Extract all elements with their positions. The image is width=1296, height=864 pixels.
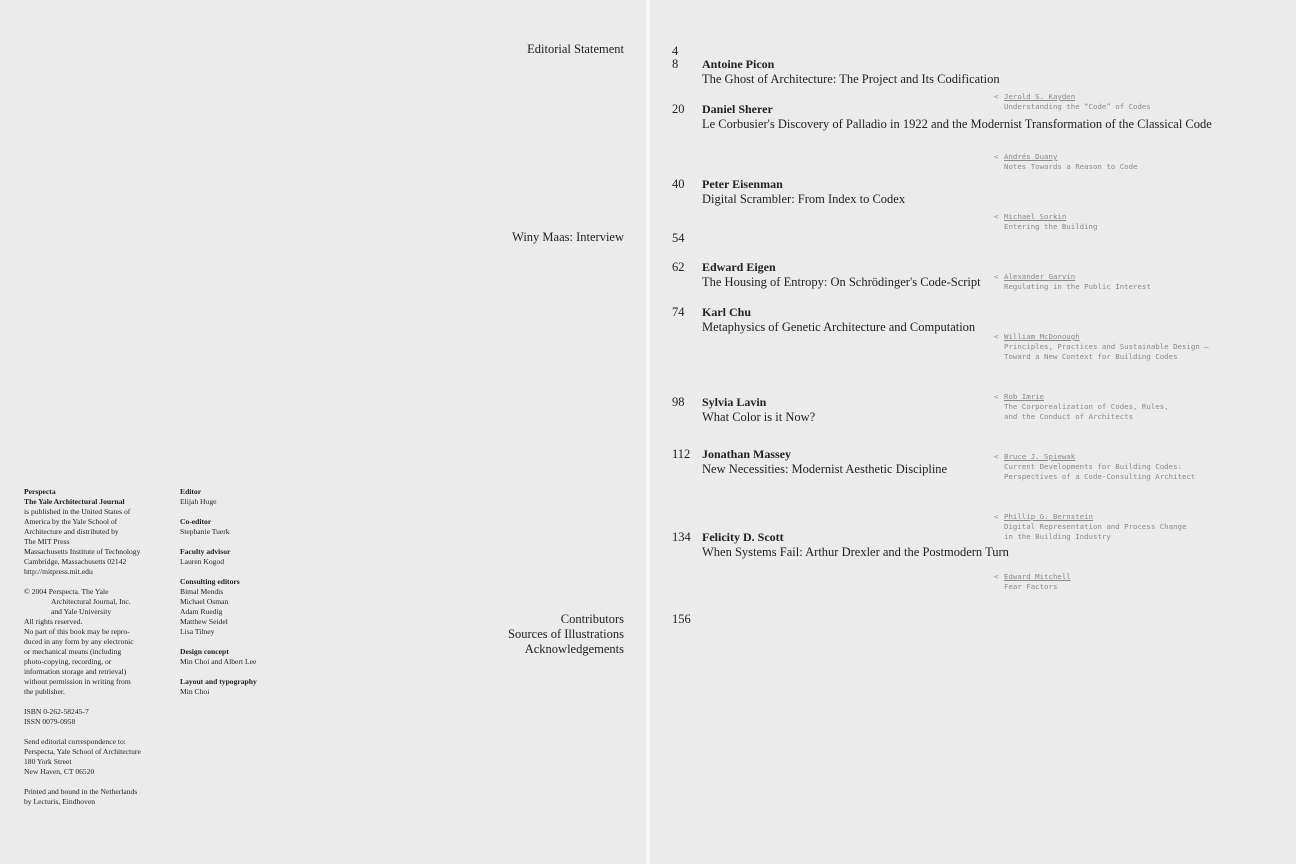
colophon-line: is published in the United States of (24, 507, 131, 516)
page-number: 54 (672, 231, 685, 245)
colophon-line: the publisher. (24, 687, 65, 696)
page-number: 4 (672, 44, 679, 58)
toc-entry (702, 57, 1000, 87)
colophon-line: Cambridge, Massachusetts 02142 (24, 557, 127, 566)
arrow-left-icon: < (994, 512, 999, 521)
toc-entry (702, 260, 981, 290)
sidenote (994, 392, 1169, 422)
sidenote-title: Understanding the “Code” of Codes (1004, 102, 1151, 111)
colophon-name: Elijah Huge (180, 497, 217, 506)
sidenote-title: Regulating in the Public Interest (1004, 282, 1151, 291)
right-page (650, 0, 1296, 864)
colophon-line: without permission in writing from (24, 677, 131, 686)
left-page (0, 0, 646, 864)
entry-title: Digital Scrambler: From Index to Codex (702, 192, 906, 206)
sidenote (994, 452, 1195, 482)
sidenote-name: Edward Mitchell (1004, 572, 1071, 581)
colophon-name: Lauren Kogod (180, 557, 225, 566)
colophon-line: Massachusetts Institute of Technology (24, 547, 141, 556)
sidenote-title: Toward a New Context for Building Codes (1004, 352, 1178, 361)
colophon-name: Matthew Seidel (180, 617, 228, 626)
entry-title: What Color is it Now? (702, 410, 816, 424)
toc-entry (702, 395, 815, 425)
colophon-line: All rights reserved. (24, 617, 83, 626)
sidenote (994, 512, 1186, 542)
colophon-name: Michael Osman (180, 597, 229, 606)
colophon-line: Printed and bound in the Netherlands (24, 787, 138, 796)
colophon-role: Co-editor (180, 517, 212, 526)
colophon-line: America by the Yale School of (24, 517, 118, 526)
entry-author: Felicity D. Scott (702, 530, 784, 544)
page-number: 74 (672, 305, 685, 319)
colophon-line: The MIT Press (24, 537, 70, 546)
sidenote-name: Bruce J. Spiewak (1004, 452, 1076, 461)
arrow-left-icon: < (994, 572, 999, 581)
sidenote-name: Michael Sorkin (1004, 212, 1067, 221)
colophon-line: New Haven, CT 06520 (24, 767, 95, 776)
sidenote (994, 92, 1151, 112)
colophon-name: Stephanie Tuerk (180, 527, 230, 536)
colophon-line: and Yale University (51, 607, 112, 616)
sidenote (994, 212, 1097, 232)
sidenote-title: Current Developments for Building Codes: (1004, 462, 1182, 471)
colophon-isbn: ISBN 0-262-58245-7 (24, 707, 89, 716)
sidenote-title: in the Building Industry (1004, 532, 1111, 541)
page-number: 98 (672, 395, 685, 409)
colophon-name: Min Choi (180, 687, 210, 696)
sidenote-title: Notes Towards a Reason to Code (1004, 162, 1138, 171)
entry-author: Sylvia Lavin (702, 395, 767, 409)
colophon-line: photo-copying, recording, or (24, 657, 112, 666)
page-number: 134 (672, 530, 691, 544)
colophon-role: Editor (180, 487, 202, 496)
colophon-name: Min Choi and Albert Lee (180, 657, 257, 666)
entry-author: Jonathan Massey (702, 447, 792, 461)
toc-entry (702, 177, 905, 207)
colophon-line: or mechanical means (including (24, 647, 122, 656)
entry-author: Edward Eigen (702, 260, 776, 274)
entry-title: New Necessities: Modernist Aesthetic Discipline (702, 462, 948, 476)
colophon-role: Consulting editors (180, 577, 240, 586)
entry-author: Antoine Picon (702, 57, 775, 71)
sidenote-name: Andrés Duany (1004, 152, 1058, 161)
colophon-line: Send editorial correspondence to: (24, 737, 126, 746)
sidenote (994, 152, 1138, 172)
entry-title: Le Corbusier's Discovery of Palladio in 1922 and the Modernist Transformation of the Classical Code (702, 117, 1212, 131)
arrow-left-icon: < (994, 152, 999, 161)
colophon-role: Design concept (180, 647, 229, 656)
arrow-left-icon: < (994, 92, 999, 101)
colophon-name: Bimal Mendis (180, 587, 224, 596)
page-number: 62 (672, 260, 685, 274)
colophon-editors (180, 487, 310, 707)
sidenote-title: Principles, Practices and Sustainable Design — (1004, 342, 1209, 351)
colophon-copyright: © 2004 Perspecta. The Yale (24, 587, 109, 596)
toc-left-contributors: Contributors (560, 612, 624, 626)
entry-title: The Housing of Entropy: On Schrödinger's Code-Script (702, 275, 981, 289)
toc-entry (702, 305, 975, 335)
colophon-line: Perspecta, Yale School of Architecture (24, 747, 141, 756)
arrow-left-icon: < (994, 272, 999, 281)
sidenote-title: Fear Factors (1004, 582, 1058, 591)
sidenote-name: Rob Imrie (1004, 392, 1045, 401)
entry-author: Karl Chu (702, 305, 752, 319)
page-number: 40 (672, 177, 685, 191)
sidenote-title: Entering the Building (1004, 222, 1098, 231)
sidenote-title: and the Conduct of Architects (1004, 412, 1134, 421)
entry-author: Peter Eisenman (702, 177, 783, 191)
sidenote (994, 572, 1071, 592)
colophon-line: Architecture and distributed by (24, 527, 119, 536)
colophon-line: No part of this book may be repro- (24, 627, 130, 636)
page-number: 156 (672, 612, 691, 626)
toc-left-sources: Sources of Illustrations (508, 627, 624, 641)
entry-title: Metaphysics of Genetic Architecture and Computation (702, 320, 976, 334)
toc-left-acknowledgements: Acknowledgements (524, 642, 624, 656)
arrow-left-icon: < (994, 212, 999, 221)
sidenote (994, 272, 1151, 292)
entry-title: The Ghost of Architecture: The Project and Its Codification (702, 72, 1000, 86)
sidenote-title: Perspectives of a Code-Consulting Architect (1004, 472, 1196, 481)
arrow-left-icon: < (994, 392, 999, 401)
entry-author: Daniel Sherer (702, 102, 773, 116)
colophon-line: Architectural Journal, Inc. (51, 597, 131, 606)
colophon-name: Adam Ruedig (180, 607, 223, 616)
colophon-role: Layout and typography (180, 677, 257, 686)
colophon-issn: ISSN 0079-0958 (24, 717, 76, 726)
colophon-line: duced in any form by any electronic (24, 637, 134, 646)
colophon-line: information storage and retrieval) (24, 667, 127, 676)
sidenote (994, 332, 1209, 362)
colophon-url: http://mitpress.mit.edu (24, 567, 93, 576)
colophon-publisher (24, 487, 174, 817)
page-number: 20 (672, 102, 685, 116)
sidenote-name: Alexander Garvin (1004, 272, 1076, 281)
sidenote-name: Jerold S. Kayden (1004, 92, 1076, 101)
toc-entry (702, 447, 947, 477)
toc-entry (702, 530, 1009, 560)
colophon-title: Perspecta (24, 487, 56, 496)
toc-left-interview: Winy Maas: Interview (512, 230, 624, 244)
colophon-name: Lisa Tilney (180, 627, 215, 636)
arrow-left-icon: < (994, 452, 999, 461)
sidenote-name: William McDonough (1004, 332, 1080, 341)
colophon-line: by Lecturis, Eindhoven (24, 797, 96, 806)
sidenote-title: The Corporealization of Codes, Rules, (1004, 402, 1169, 411)
page-number: 112 (672, 447, 691, 461)
toc-left-editorial-statement: Editorial Statement (527, 42, 624, 56)
sidenote-name: Phillip G. Bernstein (1004, 512, 1093, 521)
page-number: 8 (672, 57, 679, 71)
entry-title: When Systems Fail: Arthur Drexler and the Postmodern Turn (702, 545, 1009, 559)
sidenote-title: Digital Representation and Process Change (1004, 522, 1187, 531)
colophon-line: 180 York Street (24, 757, 72, 766)
colophon-subtitle: The Yale Architectural Journal (24, 497, 125, 506)
arrow-left-icon: < (994, 332, 999, 341)
colophon-role: Faculty advisor (180, 547, 231, 556)
